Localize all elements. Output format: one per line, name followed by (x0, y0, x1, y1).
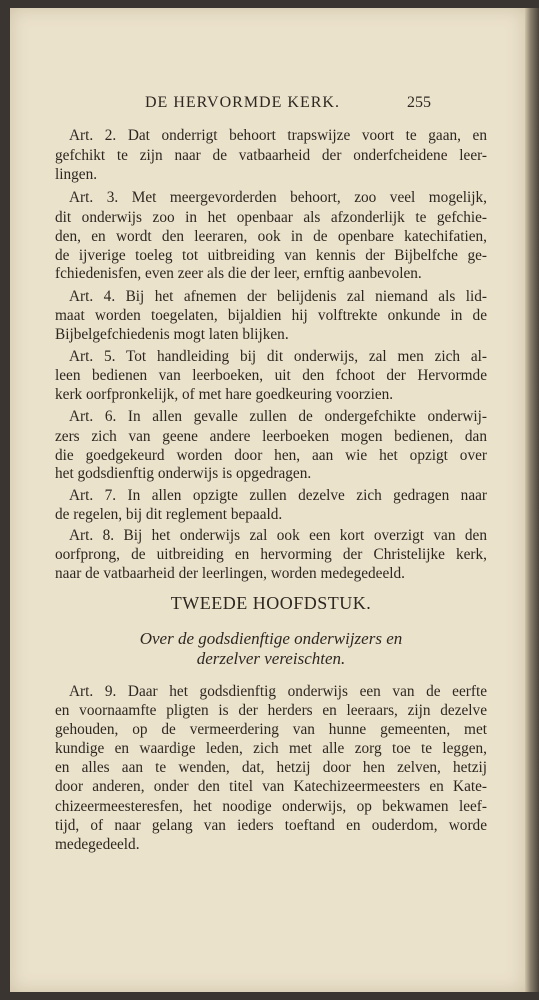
text-line: lingen. (55, 166, 98, 183)
text-line: die goedgekeurd worden door hen, aan wie het opzigt over (55, 447, 487, 464)
text-line: het godsdienftig onderwijs is opgedragen. (55, 465, 312, 482)
chapter-title: TWEEDE HOOFDSTUK. (170, 593, 372, 613)
text-line: en voornaamfte pligten is der herders en leeraars, zijn dezelve (55, 702, 487, 719)
text-line: fchiedenisfen, even zeer als die der leer, ernftig aanbevolen. (55, 265, 422, 282)
text-line: oorfprong, de uitbreiding en hervorming der Christelijke kerk, (55, 546, 487, 563)
chapter-subtitle-line-1: Over de godsdienftige onderwijzers en (139, 629, 403, 648)
text-line: Art. 9. Daar het godsdienftig onderwijs een van de eerfte (69, 683, 487, 700)
text-line: en alles aan te wenden, dat, hetzij door hen zelven, hetzij (55, 759, 487, 776)
book-page (10, 8, 525, 992)
chapter-subtitle-line-2: derzelver vereischten. (196, 649, 346, 668)
text-line: door anderen, onder den titel van Katechizeermeesters en Kate- (55, 778, 487, 795)
text-line: Art. 6. In allen gevalle zullen de ondergefchikte onderwij- (69, 408, 487, 425)
text-line: naar de vatbaarheid der leerlingen, worden medegedeeld. (55, 565, 405, 582)
text-line: chizeermeesteresfen, het noodige onderwijs, op bekwamen leef- (55, 798, 487, 815)
text-line: Art. 3. Met meergevorderden behoort, zoo veel mogelijk, (69, 189, 487, 206)
page-number: 255 (407, 94, 431, 111)
text-line: medegedeeld. (55, 836, 140, 853)
text-line: den, en wordt den leeraren, ook in de openbare katechifatien, (55, 228, 487, 245)
text-line: de regelen, bij dit reglement bepaald. (55, 506, 283, 523)
text-line: gefchikt te zijn naar de vatbaarheid der onderfcheidene leer- (55, 147, 487, 164)
text-line: Bijbelgefchiedenis mogt laten blijken. (55, 326, 289, 343)
text-line: Art. 2. Dat onderrigt behoort trapswijze voort te gaan, en (69, 127, 487, 144)
text-line: kundige en waardige leden, zich met alle zorg toe te leggen, (55, 740, 487, 757)
text-line: Art. 7. In allen opzigte zullen dezelve zich gedragen naar (69, 487, 487, 504)
text-line: kerk oorfpronkelijk, of met hare goedkeuring voorzien. (55, 386, 394, 403)
text-line: dit onderwijs zoo in het openbaar als afzonderlijk te gefchie- (55, 209, 487, 226)
text-line: Art. 5. Tot handleiding bij dit onderwijs, zal men zich al- (69, 348, 487, 365)
text-line: zers zich van geene andere leerboeken mogen bedienen, dan (55, 428, 487, 445)
text-line: gehouden, op de vermeerdering van hunne gemeenten, met (55, 721, 487, 738)
text-line: tijd, of naar gelang van ieders toeftand en ouderdom, worde (55, 817, 487, 834)
text-line: leen bedienen van leerboeken, uit den fchoot der Hervormde (55, 367, 487, 384)
page-edge-shadow (525, 8, 539, 992)
text-line: maat worden toegelaten, bijaldien hij volftrekte onkunde in de (55, 307, 487, 324)
text-line: Art. 8. Bij het onderwijs zal ook een kort overzigt van den (69, 527, 487, 544)
text-line: de ijverige toeleg tot uitbreiding van kennis der Bijbelfche ge- (55, 247, 487, 264)
text-line: Art. 4. Bij het afnemen der belijdenis zal niemand als lid- (69, 288, 487, 305)
running-title: DE HERVORMDE KERK. (145, 94, 340, 111)
